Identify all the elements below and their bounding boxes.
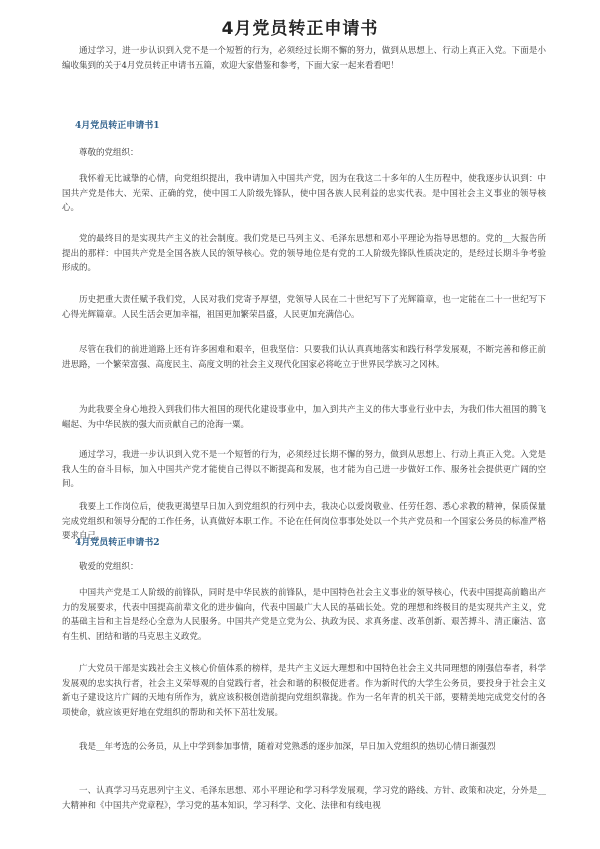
section1-paragraph: 尽管在我们的前进道路上还有许多困难和艰辛，但我坚信：只要我们认认真真地落实和践行科学发展观，不断完善和修正前进思路，一个繁荣富强、高度民主、高度文明的社会主义现代化国家必将屹立于世界民学族习之冈林。 <box>62 345 546 370</box>
section2-paragraph: 广大党员干部是实践社会主义核心价值体系的榜样，是共产主义远大理想和中国特色社会主义共同理想的刚强信奉者，科学发展观的忠实执行者，社会主义荣辱观的自觉践行者，社会和谐的积极促进者。作为新时代的大学生公务员，要投身于社会主义新屯子建设这片广阔的天地有所作为，就应该积极创造前提向党组织靠拢。作为一名年青的机关干部，要精美地完成党交付的各项使命，就应该更好地在党组织的帮助和关怀下茁壮发展。 <box>62 664 546 718</box>
section1-paragraph: 党的最终目的是实现共产主义的社会制度。我们党是已马列主义、毛泽东思想和邓小平理论为指导思想的。党的__大报告所提出的那样：中国共产党是全国各族人民的领导核心。党的领导地位是有党的工人阶级先锋队性质决定的，是经过长期斗争考验形成的。 <box>62 234 546 273</box>
section2-paragraph: 一、认真学习马克思列宁主义、毛泽东思想、邓小平理论和学习科学发展观，学习党的路线、方针、政策和决定，分外是__大精神和《中国共产党章程》，学习党的基本知识，学习科学、文化、法律和有线电视 <box>62 786 546 811</box>
section2-paragraph: 中国共产党是工人阶级的前锋队，同时是中华民族的前锋队，是中国特色社会主义事业的领导核心，代表中国提高前瞻出产力的发展要求，代表中国提高前辈文化的进步偏向，代表中国最广大人民的基础长处。党的理想和终极目的是实现共产主义，党的基础主旨和主旨是经心全意为人民服务。中国共产党是立党为公、执政为民、求真务虚、改革创新、艰苦搏斗、清正廉洁、富有生机、团结和谐的马克思主义政党。 <box>62 588 546 642</box>
section1-paragraph: 我怀着无比诚挚的心情，向党组织提出，我申请加入中国共产党，因为在我这二十多年的人生历程中，使我逐步认识到：中国共产党是伟大、光荣、正确的党，使中国工人阶级先锋队，使中国各族人民利益的忠实代表。是中国社会主义事业的领导核心。 <box>62 174 546 213</box>
section1-paragraph: 我要上工作岗位后，使我更渴望早日加入到党组织的行列中去，我决心以爱岗敬业、任劳任怨、悉心求教的精神，保质保量完成党组织和领导分配的工作任务，认真做好本职工作。不论在任何岗位事事处处以一个共产党员和一个国家公务员的标准严格要求自己。 <box>62 502 546 541</box>
document-title: 4月党员转正申请书 <box>221 19 379 39</box>
section1-paragraph: 为此我要全身心地投入到我们伟大祖国的现代化建设事业中，加入到共产主义的伟大事业行业中去，为我们伟大祖国的腾飞崛起、为中华民族的强大而贡献自己的沧海一粟。 <box>62 405 546 430</box>
section1-paragraph: 历史把重大责任赋予我们党，人民对我们党寄予厚望，党领导人民在二十世纪写下了光辉篇章，也一定能在二十一世纪写下心得光辉篇章。人民生活会更加幸福，祖国更加繁荣昌盛，人民更加充满信心。 <box>62 295 546 320</box>
section1-paragraph: 通过学习，我进一步认识到入党不是一个短暂的行为，必须经过长期不懈的努力，做到从思想上、行动上真正入党。入党是我人生的奋斗目标，加入中国共产党才能使自己得以不断提高和发展，也才能为自己进一步做好工作、服务社会提供更广阔的空间。 <box>62 450 546 489</box>
section-heading-1: 4月党员转正申请书1 <box>75 121 160 131</box>
section2-paragraph: 我是__年考选的公务员，从上中学到参加事情，随着对党熟悉的逐步加深，早日加入党组织的热切心情日渐强烈 <box>79 742 496 752</box>
section-heading-2: 4月党员转正申请书2 <box>75 538 160 548</box>
section1-greeting: 尊敬的党组织： <box>79 148 139 158</box>
section2-greeting: 敬爱的党组织： <box>79 562 139 572</box>
intro-paragraph: 通过学习，进一步认识到入党不是一个短暂的行为，必须经过长期不懈的努力，做到从思想上、行动上真正入党。下面是小编收集到的关于4月党员转正申请书五篇，欢迎大家借鉴和参考，下面大家一起来看看吧！ <box>62 46 546 71</box>
